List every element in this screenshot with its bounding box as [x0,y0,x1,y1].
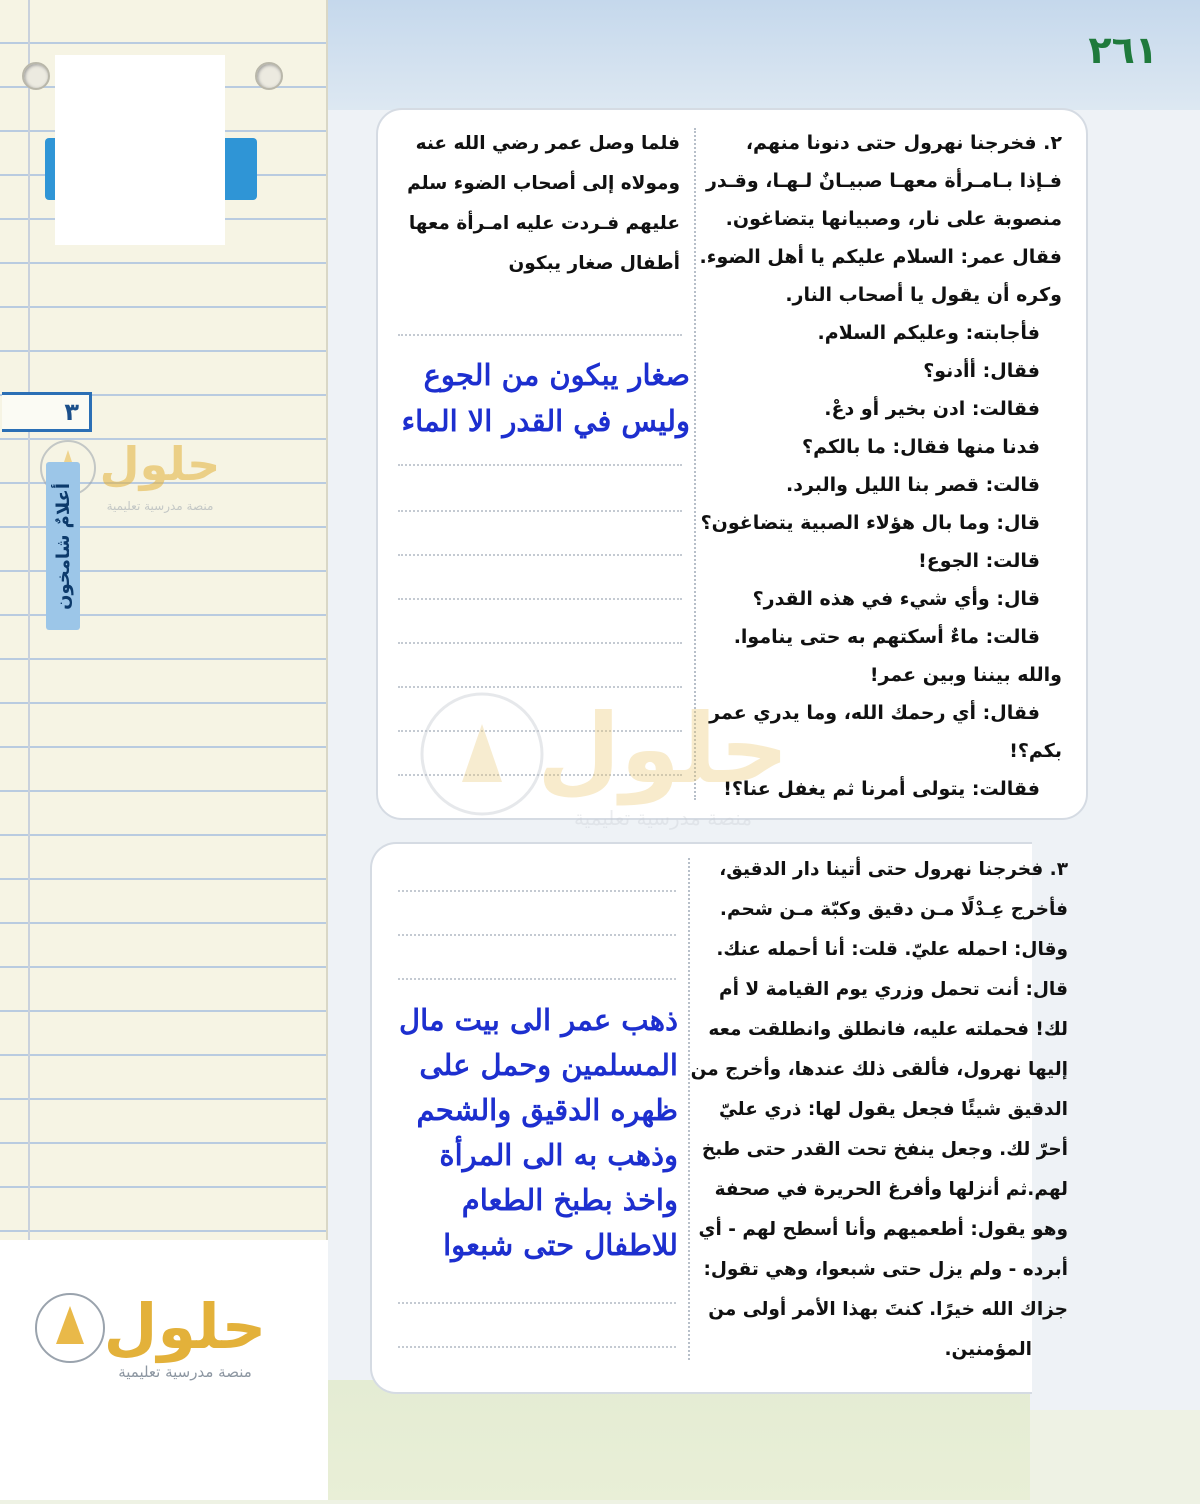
text-line: فقال: أي رحمك الله، وما يدري عمر [709,702,1040,724]
logo-brand: حلول [103,1290,267,1363]
handwritten-line: وذهب به الى المرأة [439,1138,678,1172]
handwritten-line: ذهب عمر الى بيت مال [399,1003,678,1037]
brand-logo-area [0,1240,332,1500]
note-line: فلما وصل عمر رضي الله عنه [415,133,680,154]
text-line: ٣. فخرجنا نهرول حتى أتينا دار الدقيق، [719,859,1068,880]
answer-line [398,890,676,892]
text-line: ٢. فخرجنا نهرول حتى دنونا منهم، [745,132,1062,154]
binder-hole [255,62,283,90]
binder-hole [22,62,50,90]
unit-vertical-label [46,462,80,630]
text-line: فقال عمر: السلام عليكم يا أهل الضوء. [699,246,1062,268]
note-line: أطفال صغار يبكون [508,253,680,274]
answer-line [398,598,682,600]
unit-number-box [2,392,92,432]
column-divider [688,858,690,1360]
text-line: وهو يقول: أطعميهم وأنا أسطح لهم - أي [698,1219,1068,1240]
text-line: قالت: الجوع! [918,550,1040,572]
logo-tagline: منصة مدرسية تعليمية [118,1363,252,1381]
text-line: جزاك الله خيرًا. كنتَ بهذا الأمر أولى من [708,1299,1068,1320]
text-line: قال: أنت تحمل وزري يوم القيامة لا أم [719,979,1068,1000]
text-line: والله بيننا وبين عمر! [869,664,1062,686]
text-line: قالت: قصر بنا الليل والبرد. [785,474,1040,496]
text-line: فدنا منها فقال: ما بالكم؟ [802,436,1040,458]
text-line: لهم.ثم أنزلها وأفرغ الحريرة في صحفة [714,1179,1068,1200]
text-line: أبرده - ولم يزل حتى شبعوا، وهي تقول: [703,1259,1068,1280]
section-2-notes [378,124,680,284]
page-number: ٢٦١ [1088,28,1158,72]
handwritten-line: وليس في القدر الا الماء [401,404,690,438]
answer-line [398,510,682,512]
watermark-large-brand: حلول [537,693,789,805]
answer-line [398,1346,676,1348]
vertical-label-text: أعلامٌ شامخون [52,482,74,610]
watermark-brand: حلول [99,437,221,491]
note-line: عليهم فـردت عليه امـرأة معها [408,213,680,234]
text-line: فقالت: ادن بخير أو دعْ. [824,398,1040,420]
text-line: فقالت: يتولى أمرنا ثم يغفل عنا؟! [723,778,1040,800]
answer-line [398,554,682,556]
handwritten-line: للاطفال حتى شبعوا [443,1228,678,1262]
handwritten-line: صغار يبكون من الجوع [423,358,690,392]
text-line: المؤمنين. [944,1339,1032,1360]
answer-line [398,686,682,688]
handwritten-answer-2 [380,352,690,444]
answer-line [398,934,676,936]
text-line: فـإذا بـامـرأة معهـا صبيـانٌ لـهـا، وقـدر [705,170,1062,192]
watermark-large-tagline: منصة مدرسية تعليمية [573,806,753,830]
text-line: فأجابته: وعليكم السلام. [817,322,1040,344]
answer-line [398,642,682,644]
text-line: لك! فحملته عليه، فانطلق وانطلقت معه [708,1019,1068,1040]
text-line: فقال: أأدنو؟ [923,360,1040,382]
watermark-tagline: منصة مدرسية تعليمية [106,499,214,513]
section-3-text [690,850,1068,1370]
text-line: الدقيق شيئًا فجعل يقول لها: ذري عليّ [718,1099,1068,1120]
answer-line [398,1302,676,1304]
answer-line [398,464,682,466]
handwritten-line: ظهره الدقيق والشحم [416,1093,678,1127]
text-line: قال: وما بال هؤلاء الصبية يتضاغون؟ [700,512,1040,534]
handwritten-answer-3 [376,998,678,1268]
answer-line [398,334,682,336]
handwritten-line: المسلمين وحمل على [419,1048,678,1082]
text-line: وقال: احمله عليّ. قلت: أنا أحمله عنك. [716,939,1068,960]
note-line: ومولاه إلى أصحاب الضوء سلم [407,173,680,194]
watermark-large-icon [418,690,808,830]
answer-line [398,978,676,980]
text-line: قالت: ماءٌ أسكتهم به حتى يناموا. [733,626,1040,648]
blank-white-area [55,55,225,245]
text-line: أحرّ لك. وجعل ينفخ تحت القدر حتى طبخ [701,1139,1068,1160]
text-line: قال: وأي شيء في هذه القدر؟ [752,588,1040,610]
text-line: فأخرج عِـدْلًا مـن دقيق وكبّة مـن شحم. [719,899,1068,920]
text-line: بكم؟! [1009,740,1062,762]
text-line: منصوبة على نار، وصبيانها يتضاغون. [725,208,1062,230]
handwritten-line: واخذ بطبخ الطعام [461,1183,678,1217]
brand-logo-icon [0,1240,332,1500]
unit-number: ٣ [64,398,79,426]
text-line: إليها نهرول، فألقى ذلك عندها، وأخرج من [690,1059,1068,1080]
page-header-band [328,0,1200,110]
page-footer-band [328,1380,1030,1500]
text-line: وكره أن يقول يا أصحاب النار. [785,284,1062,306]
